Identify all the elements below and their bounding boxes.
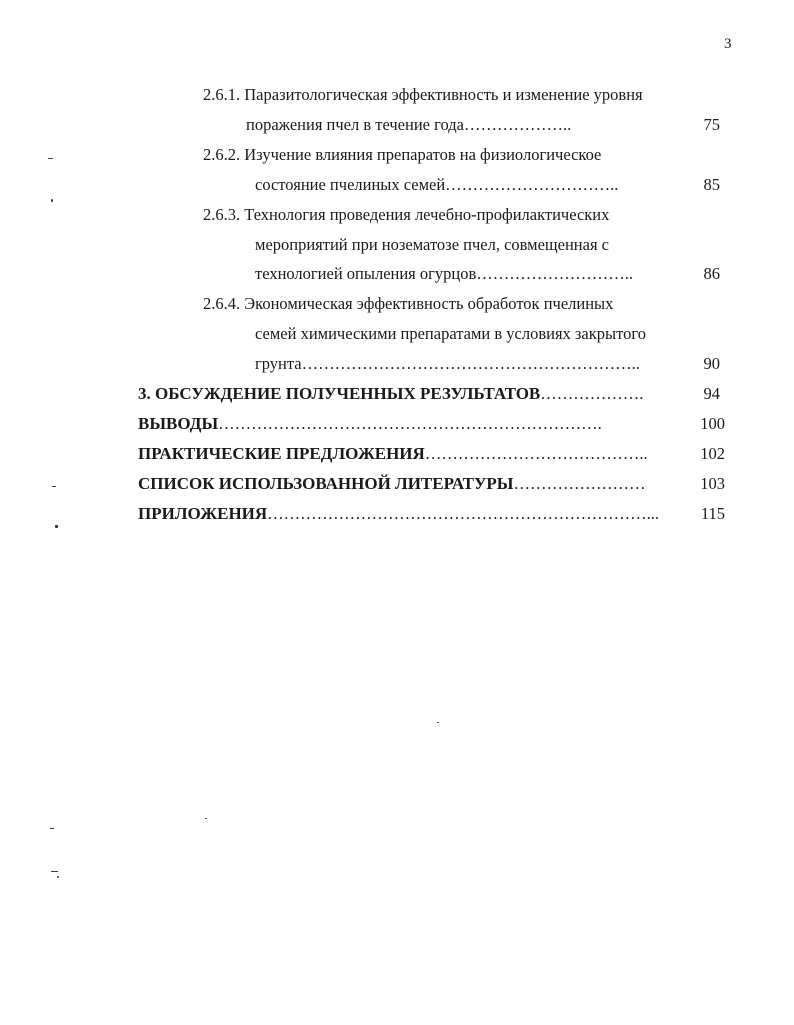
toc-entry-2-6-4-line-2: семей химическими препаратами в условиях закрытого xyxy=(255,324,646,343)
toc-entry-section-3-title: 3. ОБСУЖДЕНИЕ ПОЛУЧЕННЫХ РЕЗУЛЬТАТОВ xyxy=(138,384,541,403)
toc-entry-proposals-page: 102 xyxy=(700,444,725,463)
toc-entry-proposals-title: ПРАКТИЧЕСКИЕ ПРЕДЛОЖЕНИЯ xyxy=(138,444,425,463)
toc-entry-2-6-3-line-2: мероприятий при нозематозе пчел, совмещенная с xyxy=(255,235,609,254)
toc-entry-2-6-1-page: 75 xyxy=(703,115,720,134)
toc-entry-section-3 xyxy=(138,384,643,404)
toc-entry-conclusions-title: ВЫВОДЫ xyxy=(138,414,219,433)
toc-entry-2-6-3-line-1: 2.6.3. Технология проведения лечебно-профилактических xyxy=(203,205,610,224)
toc-entry-2-6-2-line-2: состояние пчелиных семей………………………….. xyxy=(255,175,619,194)
toc-entry-2-6-3-line-3: технологией опыления огурцов……………………….. xyxy=(255,264,634,283)
toc-entry-conclusions xyxy=(138,414,602,434)
toc-entry-2-6-2-page: 85 xyxy=(703,175,720,194)
toc-entry-2-6-4-line-1: 2.6.4. Экономическая эффективность обработок пчелиных xyxy=(203,294,614,313)
scan-speck xyxy=(51,199,53,202)
scan-speck xyxy=(57,876,59,878)
toc-entry-references-title: СПИСОК ИСПОЛЬЗОВАННОЙ ЛИТЕРАТУРЫ xyxy=(138,474,514,493)
toc-entry-conclusions-leader: ……………………………………………………………. xyxy=(218,414,602,433)
toc-entry-2-6-2-line-1: 2.6.2. Изучение влияния препаратов на физиологическое xyxy=(203,145,602,164)
toc-entry-references-page: 103 xyxy=(700,474,725,493)
toc-entry-section-3-leader: ………………. xyxy=(540,384,644,403)
toc-entry-appendices-page: 115 xyxy=(700,504,725,523)
toc-entry-section-3-page: 94 xyxy=(703,384,720,403)
scan-speck xyxy=(52,486,56,487)
toc-entry-appendices xyxy=(138,504,659,524)
scan-speck xyxy=(50,828,54,829)
scan-speck xyxy=(205,818,207,819)
toc-entry-2-6-1-line-1: 2.6.1. Паразитологическая эффективность и изменение уровня xyxy=(203,85,643,104)
toc-entry-2-6-3-page: 86 xyxy=(703,264,720,283)
toc-entry-2-6-1-line-2: поражения пчел в течение года……………….. xyxy=(246,115,572,134)
toc-entry-references-leader: …………………… xyxy=(513,474,646,493)
toc-entry-appendices-title: ПРИЛОЖЕНИЯ xyxy=(138,504,268,523)
scan-speck xyxy=(48,158,53,159)
scan-speck xyxy=(51,871,58,872)
scan-speck xyxy=(55,525,58,528)
toc-entry-references xyxy=(138,474,646,494)
toc-entry-proposals xyxy=(138,444,648,464)
toc-entry-2-6-4-line-3: грунта…………………………………………………….. xyxy=(255,354,640,373)
toc-entry-2-6-4-page: 90 xyxy=(703,354,720,373)
toc-entry-conclusions-page: 100 xyxy=(700,414,725,433)
scan-speck xyxy=(437,722,439,723)
toc-entry-proposals-leader: ………………………………….. xyxy=(424,444,648,463)
page-number: 3 xyxy=(724,36,732,52)
toc-entry-appendices-leader: ……………………………………………………………... xyxy=(267,504,660,523)
